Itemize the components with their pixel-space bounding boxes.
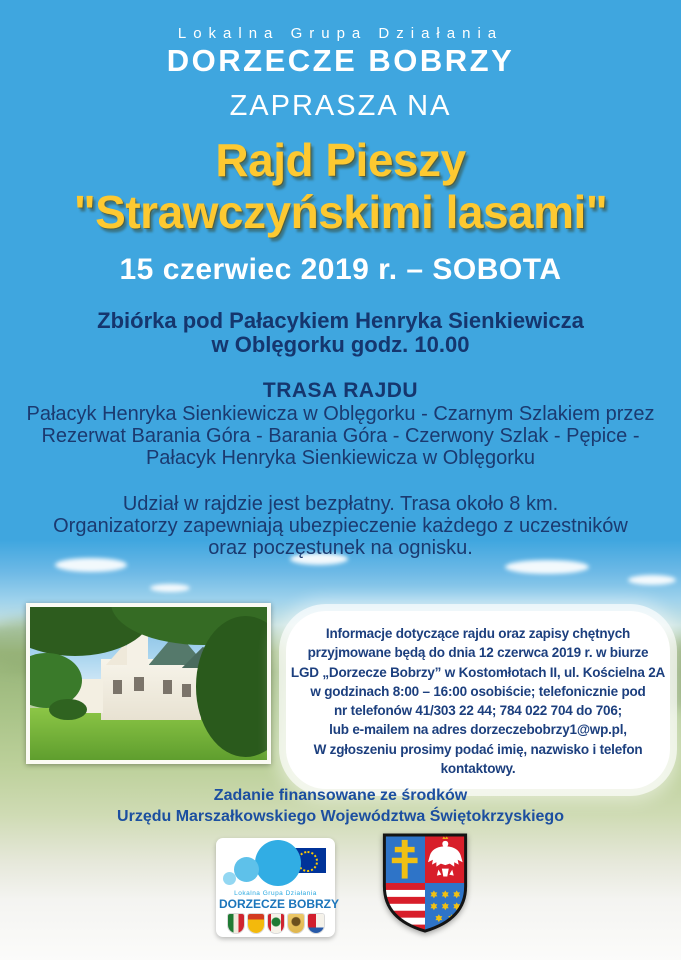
cloud [150,584,190,592]
photo-bush [49,699,87,720]
info-line: LGD „Dorzecze Bobrzy” w Kostomłotach II, ul. Kościelna 2A [290,664,666,680]
logo-bubble-icon [234,857,259,882]
route-line: Pałacyk Henryka Sienkiewicza w Oblęgorku [145,447,536,469]
commune-crest-icon [228,914,244,933]
logo-org-name: DORZECZE BOBRZY [219,897,339,911]
cloud [628,575,676,585]
logo-bubble-icon [255,840,301,886]
organization-subtitle: Lokalna Grupa Działania [177,25,504,42]
commune-crest-icon [308,914,324,933]
meeting-point-line2: w Oblęgorku godz. 10.00 [211,332,470,357]
photo-window [182,684,191,698]
commune-crest-icon [248,914,264,933]
route-line: Rezerwat Barania Góra - Barania Góra - Czerwony Szlak - Pępice - [41,425,640,447]
info-line: lub e-mailem na adres dorzeczebobrzy1@wp.pl, [329,722,627,738]
organization-name: DORZECZE BOBRZY [166,43,515,78]
photo-window [163,680,172,694]
info-line: kontaktowy. [440,761,516,777]
commune-crest-icon [268,914,284,933]
cloud [505,560,589,574]
funding-note-line2: Urzędu Marszałkowskiego Województwa Świętokrzyskiego [117,808,564,825]
lgd-dorzecze-bobrzy-logo [216,838,339,937]
member-communes-crests [219,914,332,933]
info-line: nr telefonów 41/303 22 44; 784 022 704 do 706; [334,703,622,719]
commune-crest-icon [288,914,304,933]
registration-info-bubble [286,611,670,789]
route-line: Pałacyk Henryka Sienkiewicza w Oblęgorku - Czarnym Szlakiem przez [26,403,655,425]
event-title-line2: "Strawczyńskimi lasami" [73,186,608,238]
meeting-point-line1: Zbiórka pod Pałacykiem Henryka Sienkiewicza [97,308,584,333]
photo-window [134,677,143,691]
logo-bubble-icon [223,872,236,885]
info-line: W zgłoszeniu prosimy podać imię, nazwisko i telefon [313,741,643,757]
palace-photo [26,603,271,764]
logo-bubbles-graphic [219,842,332,888]
cloud [55,558,127,572]
participation-line: oraz poczęstunek na ognisku. [208,537,473,559]
logo-org-subtitle: Lokalna Grupa Działania [234,890,317,897]
info-line: Informacje dotyczące rajdu oraz zapisy chętnych [325,626,631,641]
info-line: w godzinach 8:00 – 16:00 osobiście; telefonicznie pod [310,683,646,699]
info-line: przyjmowane będą do dnia 12 czerwca 2019 r. w biurze [307,645,649,661]
participation-line: Organizatorzy zapewniają ubezpieczenie każdego z uczestników [53,515,628,537]
participation-line: Udział w rajdzie jest bezpłatny. Trasa około 8 km. [122,493,559,515]
event-title-line1: Rajd Pieszy [215,134,466,186]
photo-window [113,680,122,694]
funding-note-line1: Zadanie finansowane ze środków [213,787,468,804]
invite-text: ZAPRASZA NA [229,90,452,122]
route-heading: TRASA RAJDU [262,379,419,402]
palace-photo-scene [30,607,267,760]
swietokrzyskie-coat-of-arms [378,831,472,935]
event-date: 15 czerwiec 2019 r. – SOBOTA [119,253,562,286]
